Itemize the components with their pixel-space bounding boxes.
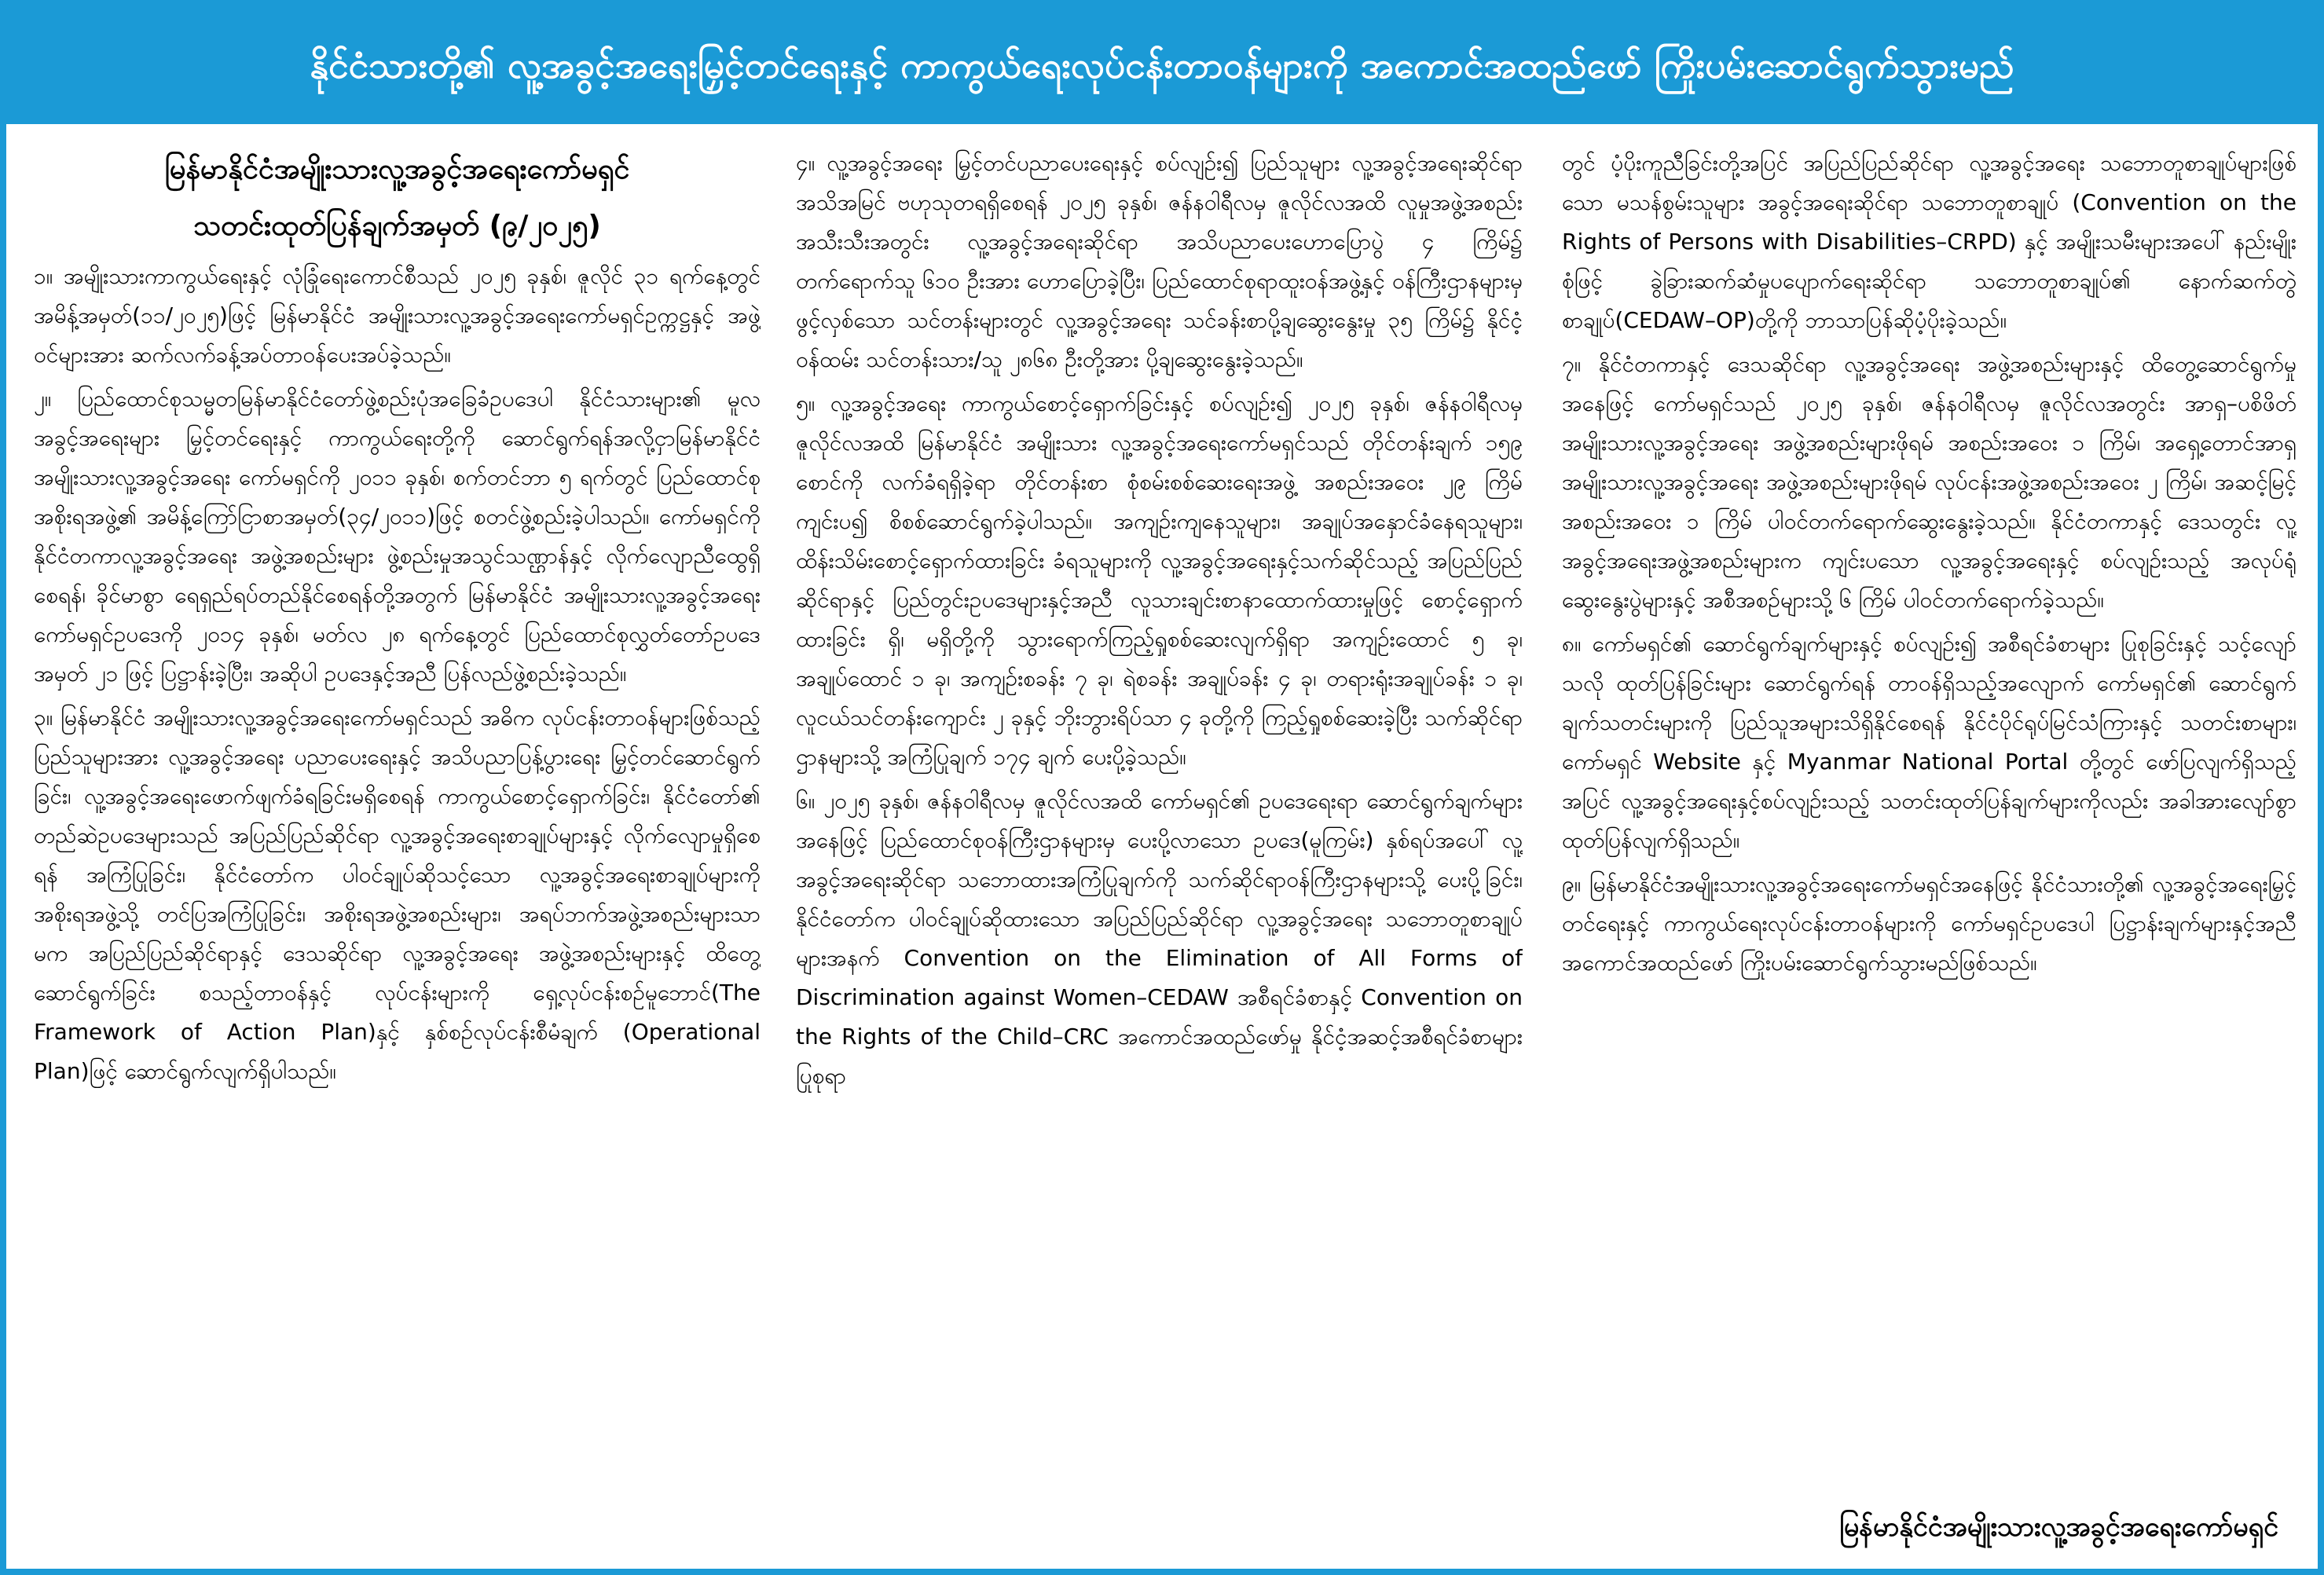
paragraph-4: ၄။ လူ့အခွင့်အရေး မြှင့်တင်ပညာပေးရေးနှင့် စပ်လျဉ်း၍ ပြည်သူများ လူ့အခွင့်အရေးဆိုင်ရာ အသိအမြင် ဗဟုသုတရရှိစေရန် ၂၀၂၅ ခုနှစ်၊ ဇန်နဝါရီလမှ ဇူလိုင်လအထိ လူမှုအဖွဲ့အစည်းအသီးသီးအတွင်း လူ့အခွင့်အရေးဆိုင်ရာ အသိပညာပေးဟောပြောပွဲ ၄ ကြိမ်၌ တက်ရောက်သူ ၆၁၀ ဦးအား ဟောပြောခဲ့ပြီး၊ ပြည်ထောင်စုရာထူးဝန်အဖွဲ့နှင့် ဝန်ကြီးဌာနများမှ ဖွင့်လှစ်သော သင်တန်းများတွင် လူ့အခွင့်အရေး သင်ခန်းစာပို့ချဆွေးနွေးမှု ၃၅ ကြိမ်၌ နိုင်ငံ့ဝန်ထမ်း သင်တန်းသား/သူ ၂၈၆၈ ဦးတို့အား ပို့ချဆွေးနွေးခဲ့သည်။	[796, 150, 1523, 372]
paragraph-5: ၅။ လူ့အခွင့်အရေး ကာကွယ်စောင့်ရှောက်ခြင်းနှင့် စပ်လျဉ်း၍ ၂၀၂၅ ခုနှစ်၊ ဇန်နဝါရီလမှ ဇူလိုင်လအထိ မြန်မာနိုင်ငံ အမျိုးသား လူ့အခွင့်အရေးကော်မရှင်သည် တိုင်တန်းချက် ၁၅၉ စောင်ကို လက်ခံရရှိခဲ့ရာ တိုင်တန်းစာ စုံစမ်းစစ်ဆေးရေးအဖွဲ့ အစည်းအဝေး ၂၉ ကြိမ် ကျင်းပ၍ စိစစ်ဆောင်ရွက်ခဲ့ပါသည်။ အကျဉ်းကျနေသူများ၊ အချုပ်အနှောင်ခံနေရသူများ၊ ထိန်းသိမ်းစောင့်ရှောက်ထားခြင်း ခံရသူများကို လူ့အခွင့်အရေးနှင့်သက်ဆိုင်သည့် အပြည်ပြည်ဆိုင်ရာနှင့် ပြည်တွင်းဥပဒေများနှင့်အညီ လူသားချင်းစာနာထောက်ထားမှုဖြင့် စောင့်ရှောက်ထားခြင်း ရှိ၊ မရှိတို့ကို သွားရောက်ကြည့်ရှုစစ်ဆေးလျက်ရှိရာ အကျဉ်းထောင် ၅ ခု၊ အချုပ်ထောင် ၁ ခု၊ အကျဉ်းစခန်း ၇ ခု၊ ရဲစခန်း အချုပ်ခန်း ၄ ခု၊ တရားရုံးအချုပ်ခန်း ၁ ခု၊ လူငယ်သင်တန်းကျောင်း ၂ ခုနှင့် ဘိုးဘွားရိပ်သာ ၄ ခုတို့ကို ကြည့်ရှုစစ်ဆေးခဲ့ပြီး သက်ဆိုင်ရာဌာနများသို့ အကြံပြုချက် ၁၇၄ ချက် ပေးပို့ခဲ့သည်။	[796, 390, 1523, 770]
org-heading: မြန်မာနိုင်ငံအမျိုးသားလူ့အခွင့်အရေးကော်မရှင်	[164, 153, 630, 185]
paragraph-6: ၆။ ၂၀၂၅ ခုနှစ်၊ ဇန်နဝါရီလမှ ဇူလိုင်လအထိ ကော်မရှင်၏ ဥပဒေရေးရာ ဆောင်ရွက်ချက်များအနေဖြင့် ပြည်ထောင်စုဝန်ကြီးဌာနများမှ ပေးပို့လာသော ဥပဒေ(မူကြမ်း) နှစ်ရပ်အပေါ် လူ့အခွင့်အရေးဆိုင်ရာ သဘောထားအကြံပြုချက်ကို သက်ဆိုင်ရာဝန်ကြီးဌာနများသို့ ပေးပို့ခြင်း၊ နိုင်ငံတော်က ပါဝင်ချုပ်ဆိုထားသော အပြည်ပြည်ဆိုင်ရာ လူ့အခွင့်အရေး သဘောတူစာချုပ်များအနက် Convention on the Elimination of All Forms of Discrimination against Women–CEDAW အစီရင်ခံစာနှင့် Convention on the Rights of the Child–CRC အကောင်အထည်ဖော်မှု နိုင်ငံ့အဆင့်အစီရင်ခံစာများ ပြုစုရာ	[796, 788, 1523, 1089]
paragraph-8: ၈။ ကော်မရှင်၏ ဆောင်ရွက်ချက်များနှင့် စပ်လျဉ်း၍ အစီရင်ခံစာများ ပြုစုခြင်းနှင့် သင့်လျော်သလို ထုတ်ပြန်ခြင်းများ ဆောင်ရွက်ရန် တာဝန်ရှိသည့်အလျောက် ကော်မရှင်၏ ဆောင်ရွက်ချက်သတင်းများကို ပြည်သူအများသိရှိနိုင်စေရန် နိုင်ငံပိုင်ရုပ်မြင်သံကြားနှင့် သတင်းစာများ၊ ကော်မရှင် Website နှင့် Myanmar National Portal တို့တွင် ဖော်ပြလျက်ရှိသည့်အပြင် လူ့အခွင့်အရေးနှင့်စပ်လျဉ်းသည့် သတင်းထုတ်ပြန်ချက်များကိုလည်း အခါအားလျော်စွာ ထုတ်ပြန်လျက်ရှိသည်။	[1562, 631, 2297, 853]
signature: မြန်မာနိုင်ငံအမျိုးသားလူ့အခွင့်အရေးကော်မရှင်	[1839, 1511, 2278, 1543]
statement-number: သတင်းထုတ်ပြန်ချက်အမှတ် (၉/၂၀၂၅)	[193, 210, 601, 242]
paragraph-1: ၁။ အမျိုးသားကာကွယ်ရေးနှင့် လုံခြုံရေးကောင်စီသည် ၂၀၂၅ ခုနှစ်၊ ဇူလိုင် ၃၁ ရက်နေ့တွင် အမိန့်အမှတ်(၁၁/၂၀၂၅)ဖြင့် မြန်မာနိုင်ငံ အမျိုးသားလူ့အခွင့်အရေးကော်မရှင်ဥက္ကဋ္ဌနှင့် အဖွဲ့ဝင်များအား ဆက်လက်ခန့်အပ်တာဝန်ပေးအပ်ခဲ့သည်။	[34, 263, 761, 368]
paragraph-7: ၇။ နိုင်ငံတကာနှင့် ဒေသဆိုင်ရာ လူ့အခွင့်အရေး အဖွဲ့အစည်းများနှင့် ထိတွေ့ဆောင်ရွက်မှုအနေဖြင့် ကော်မရှင်သည် ၂၀၂၅ ခုနှစ်၊ ဇန်နဝါရီလမှ ဇူလိုင်လအတွင်း အာရှ–ပစိဖိတ် အမျိုးသားလူ့အခွင့်အရေး အဖွဲ့အစည်းများဖိုရမ် အစည်းအဝေး ၁ ကြိမ်၊ အရှေ့တောင်အာရှ အမျိုးသားလူ့အခွင့်အရေး အဖွဲ့အစည်းများဖိုရမ် လုပ်ငန်းအဖွဲ့အစည်းအဝေး ၂ ကြိမ်၊ အဆင့်မြင့်အစည်းအဝေး ၁ ကြိမ် ပါဝင်တက်ရောက်ဆွေးနွေးခဲ့သည်။ နိုင်ငံတကာနှင့် ဒေသတွင်း လူ့အခွင့်အရေးအဖွဲ့အစည်းများက ကျင်းပသော လူ့အခွင့်အရေးနှင့် စပ်လျဉ်းသည့် အလုပ်ရုံဆွေးနွေးပွဲများနှင့် အစီအစဉ်များသို့ ၆ ကြိမ် ပါဝင်တက်ရောက်ခဲ့သည်။	[1562, 351, 2297, 613]
column-1	[34, 144, 761, 1566]
column-2	[796, 144, 1523, 1566]
paragraph-9: ၉။ မြန်မာနိုင်ငံအမျိုးသားလူ့အခွင့်အရေးကော်မရှင်အနေဖြင့် နိုင်ငံသားတို့၏ လူ့အခွင့်အရေးမြှင့်တင်ရေးနှင့် ကာကွယ်ရေးလုပ်ငန်းတာဝန်များကို ကော်မရှင်ဥပဒေပါ ပြဋ္ဌာန်းချက်များနှင့်အညီ အကောင်အထည်ဖော် ကြိုးပမ်းဆောင်ရွက်သွားမည်ဖြစ်သည်။	[1562, 871, 2297, 976]
paragraph-6-cont: တွင် ပံ့ပိုးကူညီခြင်းတို့အပြင် အပြည်ပြည်ဆိုင်ရာ လူ့အခွင့်အရေး သဘောတူစာချုပ်များဖြစ်သော မသန်စွမ်းသူများ အခွင့်အရေးဆိုင်ရာ သဘောတူစာချုပ် (Convention on the Rights of Persons with Disabilities–CRPD) နှင့် အမျိုးသမီးများအပေါ် နည်းမျိုးစုံဖြင့် ခွဲခြားဆက်ဆံမှုပပျောက်ရေးဆိုင်ရာ သဘောတူစာချုပ်၏ နောက်ဆက်တွဲစာချုပ်(CEDAW–OP)တို့ကို ဘာသာပြန်ဆိုပံ့ပိုးခဲ့သည်။	[1562, 150, 2297, 333]
paragraph-3: ၃။ မြန်မာနိုင်ငံ အမျိုးသားလူ့အခွင့်အရေးကော်မရှင်သည် အဓိက လုပ်ငန်းတာဝန်များဖြစ်သည့် ပြည်သူများအား လူ့အခွင့်အရေး ပညာပေးရေးနှင့် အသိပညာပြန့်ပွားရေး မြှင့်တင်ဆောင်ရွက်ခြင်း၊ လူ့အခွင့်အရေးဖောက်ဖျက်ခံရခြင်းမရှိစေရန် ကာကွယ်စောင့်ရှောက်ခြင်း၊ နိုင်ငံတော်၏ တည်ဆဲဥပဒေများသည် အပြည်ပြည်ဆိုင်ရာ လူ့အခွင့်အရေးစာချုပ်များနှင့် လိုက်လျောမှုရှိစေရန် အကြံပြုခြင်း၊ နိုင်ငံတော်က ပါဝင်ချုပ်ဆိုသင့်သော လူ့အခွင့်အရေးစာချုပ်များကို အစိုးရအဖွဲ့သို့ တင်ပြအကြံပြုခြင်း၊ အစိုးရအဖွဲ့အစည်းများ၊ အရပ်ဘက်အဖွဲ့အစည်းများသာမက အပြည်ပြည်ဆိုင်ရာနှင့် ဒေသဆိုင်ရာ လူ့အခွင့်အရေး အဖွဲ့အစည်းများနှင့် ထိတွေ့ဆောင်ရွက်ခြင်း စသည့်တာဝန်နှင့် လုပ်ငန်းများကို ရှေ့လုပ်ငန်းစဉ်မူဘောင်(The Framework of Action Plan)နှင့် နှစ်စဉ်လုပ်ငန်းစီမံချက် (Operational Plan)ဖြင့် ဆောင်ရွက်လျက်ရှိပါသည်။	[34, 705, 761, 1084]
headline: နိုင်ငံသားတို့၏ လူ့အခွင့်အရေးမြှင့်တင်ရေးနှင့် ကာကွယ်ရေးလုပ်ငန်းတာဝန်များကို အကောင်အထည်ဖော် ကြိုးပမ်းဆောင်ရွက်သွားမည်	[310, 44, 2014, 86]
headline-banner	[6, 6, 2318, 124]
column-3	[1562, 144, 2297, 1566]
paragraph-2: ၂။ ပြည်ထောင်စုသမ္မတမြန်မာနိုင်ငံတော်ဖွဲ့စည်းပုံအခြေခံဥပဒေပါ နိုင်ငံသားများ၏ မူလအခွင့်အရေးများ မြှင့်တင်ရေးနှင့် ကာကွယ်ရေးတို့ကို ဆောင်ရွက်ရန်အလို့ငှာမြန်မာနိုင်ငံ အမျိုးသားလူ့အခွင့်အရေး ကော်မရှင်ကို ၂၀၁၁ ခုနှစ်၊ စက်တင်ဘာ ၅ ရက်တွင် ပြည်ထောင်စုအစိုးရအဖွဲ့၏ အမိန့်ကြော်ငြာစာအမှတ်(၃၄/၂၀၁၁)ဖြင့် စတင်ဖွဲ့စည်းခဲ့ပါသည်။ ကော်မရှင်ကို နိုင်ငံတကာလူ့အခွင့်အရေး အဖွဲ့အစည်းများ ဖွဲ့စည်းမှုအသွင်သဏ္ဌာန်နှင့် လိုက်လျောညီထွေရှိစေရန်၊ ခိုင်မာစွာ ရေရှည်ရပ်တည်နိုင်စေရန်တို့အတွက် မြန်မာနိုင်ငံ အမျိုးသားလူ့အခွင့်အရေး ကော်မရှင်ဥပဒေကို ၂၀၁၄ ခုနှစ်၊ မတ်လ ၂၈ ရက်နေ့တွင် ပြည်ထောင်စုလွှတ်တော်ဥပဒေအမှတ် ၂၁ ဖြင့် ပြဋ္ဌာန်းခဲ့ပြီး၊ အဆိုပါ ဥပဒေနှင့်အညီ ပြန်လည်ဖွဲ့စည်းခဲ့သည်။	[34, 386, 761, 687]
